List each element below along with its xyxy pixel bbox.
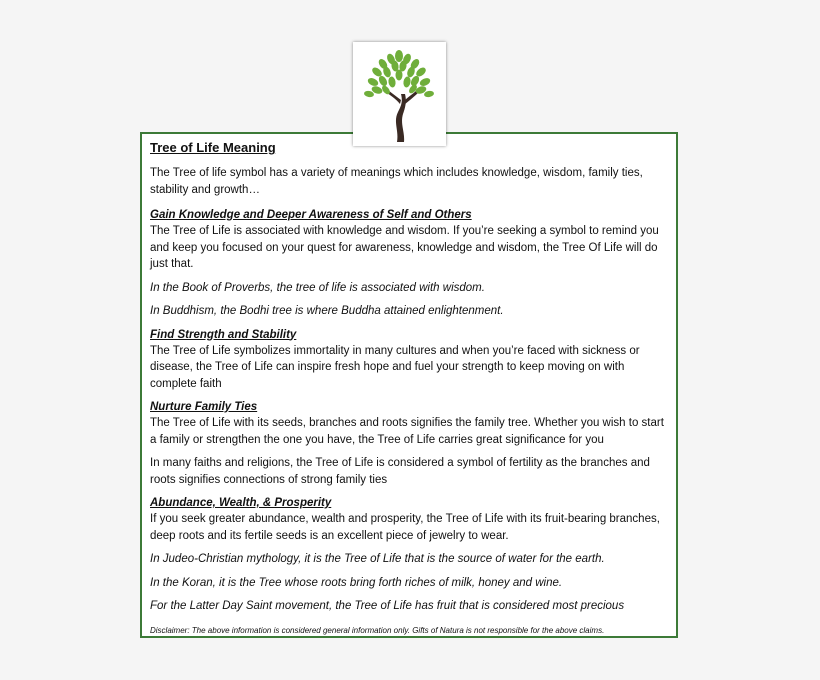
section-strength <box>150 327 668 393</box>
tree-of-life-icon <box>353 42 446 146</box>
section-heading: Gain Knowledge and Deeper Awareness of Self and Others <box>150 209 472 221</box>
section-knowledge <box>150 207 668 320</box>
section-note: In Buddhism, the Bodhi tree is where Buddha attained enlightenment. <box>150 305 504 317</box>
section-heading: Nurture Family Ties <box>150 401 258 413</box>
tree-of-life-info-panel <box>140 132 678 638</box>
section-note: In the Koran, it is the Tree whose roots bring forth riches of milk, honey and wine. <box>150 576 563 589</box>
section-note: In the Book of Proverbs, the tree of life is associated with wisdom. <box>150 281 485 294</box>
disclaimer: Disclaimer: The above information is considered general information only. Gifts of Natura is not responsible for the above claims. <box>150 625 605 635</box>
section-body: The Tree of Life symbolizes immortality in many cultures and when you’re faced with sickness or disease, the Tree of Life can inspire fresh hope and fuel your strength to keep moving on with complete faith <box>150 344 640 390</box>
section-heading: Abundance, Wealth, & Prosperity <box>150 497 332 509</box>
section-body: The Tree of Life with its seeds, branches and roots signifies the family tree. Whether you wish to start a family or strengthen the one you have, the Tree of Life carries great significance for you <box>150 417 664 446</box>
intro-text: The Tree of life symbol has a variety of meanings which includes knowledge, wisdom, family ties, stability and growth… <box>150 167 643 196</box>
section-family <box>150 399 668 488</box>
logo-card <box>353 42 446 146</box>
page-title: Tree of Life Meaning <box>150 140 276 155</box>
section-heading: Find Strength and Stability <box>150 328 297 341</box>
section-abundance <box>150 495 668 615</box>
section-body: The Tree of Life is associated with knowledge and wisdom. If you’re seeking a symbol to remind you and keep you focused on your quest for awareness, knowledge and wisdom, the Tree Of Life will do just that. <box>150 225 659 270</box>
section-body: If you seek greater abundance, wealth and prosperity, the Tree of Life with its fruit-bearing branches, deep roots and its fertile seeds is an excellent piece of jewelry to wear. <box>150 513 660 542</box>
section-body-secondary: In many faiths and religions, the Tree of Life is considered a symbol of fertility as the branches and roots signifies connections of strong family ties <box>150 457 650 486</box>
section-note: For the Latter Day Saint movement, the Tree of Life has fruit that is considered most precious <box>150 600 625 612</box>
section-note: In Judeo-Christian mythology, it is the Tree of Life that is the source of water for the earth. <box>150 553 605 565</box>
